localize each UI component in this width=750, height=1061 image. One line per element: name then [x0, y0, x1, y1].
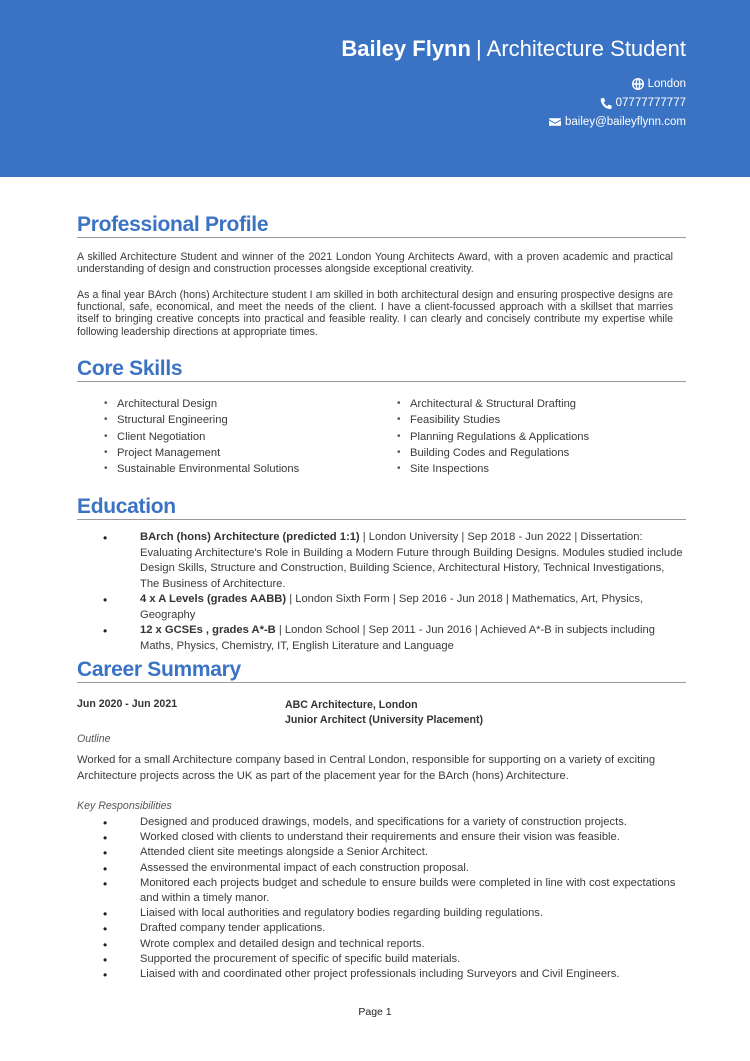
responsibility-item: • Drafted company tender applications.	[103, 921, 683, 936]
skills-column-right	[393, 396, 686, 477]
skill-item: • Feasibility Studies	[393, 412, 686, 428]
location-text: London	[647, 78, 686, 90]
section-title-education: Education	[77, 494, 686, 520]
contact-location	[632, 78, 686, 90]
candidate-role: Architecture Student	[486, 36, 686, 61]
section-title-career: Career Summary	[77, 657, 686, 683]
responsibility-item: • Supported the procurement of specific of specific build materials.	[103, 952, 683, 967]
email-link[interactable]: bailey@baileyflynn.com	[565, 116, 686, 128]
skills-column-left	[100, 396, 393, 477]
education-item	[103, 592, 683, 623]
responsibility-item: • Wrote complex and detailed design and technical reports.	[103, 937, 683, 952]
responsibilities-list	[103, 815, 683, 982]
globe-icon	[632, 78, 644, 90]
job-employer	[285, 698, 483, 728]
responsibility-item: • Designed and produced drawings, models, and specifications for a variety of construction projects.	[103, 815, 683, 830]
responsibility-item: • Attended client site meetings alongside a Senior Architect.	[103, 845, 683, 860]
responsibility-item: • Liaised with and coordinated other project professionals including Surveyors and Civil Engineers.	[103, 967, 683, 982]
candidate-name: Bailey Flynn	[341, 36, 471, 61]
outline-label: Outline	[77, 733, 111, 745]
skill-item: • Structural Engineering	[100, 412, 393, 428]
profile-paragraph-2: As a final year BArch (hons) Architecture student I am skilled in both architectural design and ensuring prospective designs are functional, safe, economical, and meet the needs of the client. I have a client-focussed approach with a skillset that marries itself to bringing creative concepts into practical and feasible reality. I can clearly and concisely contribute my expertise while following leadership directions at appropriate times.	[77, 289, 673, 338]
section-title-profile: Professional Profile	[77, 212, 686, 238]
education-qualification: 4 x A Levels (grades AABB)	[140, 593, 287, 605]
skill-item: • Sustainable Environmental Solutions	[100, 461, 393, 477]
education-details: | London Sixth Form | Sep 2016 - Jun 2018 | Mathematics, Art, Physics, Geography	[140, 593, 644, 621]
responsibility-item: • Worked closed with clients to understand their requirements and ensure their vision was feasible.	[103, 830, 683, 845]
education-list	[103, 530, 683, 654]
skill-item: • Planning Regulations & Applications	[393, 429, 686, 445]
phone-icon	[600, 97, 612, 109]
responsibility-item: • Liaised with local authorities and regulatory bodies regarding building regulations.	[103, 906, 683, 921]
job-company: ABC Architecture, London	[285, 699, 418, 711]
envelope-icon	[549, 116, 561, 128]
job-position: Junior Architect (University Placement)	[285, 714, 484, 726]
contact-phone	[600, 97, 686, 109]
responsibility-item: • Assessed the environmental impact of each construction proposal.	[103, 861, 683, 876]
name-title	[341, 36, 686, 62]
skill-item: • Project Management	[100, 445, 393, 461]
education-qualification: 12 x GCSEs , grades A*-B	[140, 624, 276, 636]
skill-item: • Architectural Design	[100, 396, 393, 412]
profile-paragraph-1: A skilled Architecture Student and winner of the 2021 London Young Architects Award, with a proven academic and practical understanding of design and construction processes alongside exceptional creativity.	[77, 251, 673, 276]
job-outline: Worked for a small Architecture company based in Central London, responsible for supporting on a variety of exciting Architecture projects across the UK as part of the placement year for the BArch (hons) Architecture.	[77, 754, 656, 782]
job-dates: Jun 2020 - Jun 2021	[77, 698, 178, 710]
education-details: | London University | Sep 2018 - Jun 2022 | Dissertation: Evaluating Architecture's Role in Building a Modern Future through Building Designs. Modules studied include Design Skills, Structure and Construction, Building Science, Architectural History, Technical Investigations, The Business of Architecture.	[140, 531, 683, 590]
education-item	[103, 530, 683, 592]
phone-text[interactable]: 07777777777	[615, 97, 686, 109]
skill-item: • Site Inspections	[393, 461, 686, 477]
education-item	[103, 623, 683, 654]
section-title-skills: Core Skills	[77, 356, 686, 382]
skill-item: • Building Codes and Regulations	[393, 445, 686, 461]
header-banner	[0, 0, 750, 177]
page-number: Page 1	[358, 1006, 392, 1018]
contact-email	[549, 116, 686, 128]
skill-item: • Client Negotiation	[100, 429, 393, 445]
education-details: | London School | Sep 2011 - Jun 2016 | Achieved A*-B in subjects including Maths, Physics, Chemistry, IT, English Literature and Language	[140, 624, 655, 652]
education-qualification: BArch (hons) Architecture (predicted 1:1)	[140, 531, 360, 543]
skill-item: • Architectural & Structural Drafting	[393, 396, 686, 412]
responsibilities-label: Key Responsibilities	[77, 800, 172, 812]
responsibility-item: • Monitored each projects budget and schedule to ensure builds were completed in line with cost expectations and within a timely manor.	[103, 876, 683, 906]
title-separator: |	[475, 36, 482, 61]
skills-list	[100, 396, 686, 477]
